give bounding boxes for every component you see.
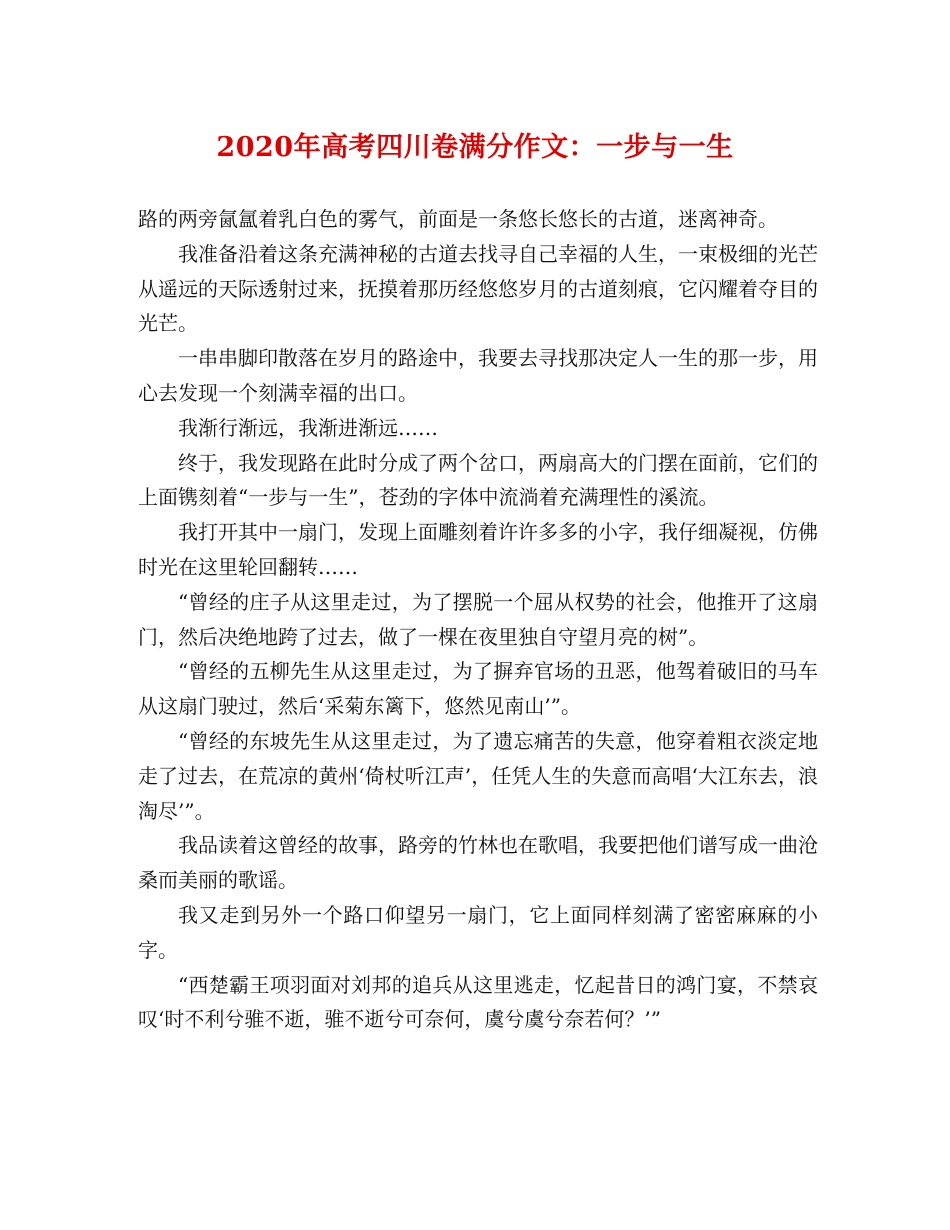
paragraph: 我准备沿着这条充满神秘的古道去找寻自己幸福的人生，一束极细的光芒从遥远的天际透射过来，抚摸着那历经悠悠岁月的古道刻痕，它闪耀着夺目的光芒。 [138, 241, 818, 336]
document-body [138, 202, 818, 1037]
document-title: 2020年高考四川卷满分作文：一步与一生 [216, 132, 734, 163]
paragraph: “曾经的庄子从这里走过，为了摆脱一个屈从权势的社会，他推开了这扇门，然后决绝地跨了过去，做了一棵在夜里独自守望月亮的树”。 [138, 589, 818, 649]
paragraph: 路的两旁氤氲着乳白色的雾气，前面是一条悠长悠长的古道，迷离神奇。 [138, 207, 778, 231]
paragraph: 我品读着这曾经的故事，路旁的竹林也在歌唱，我要把他们谱写成一曲沧桑而美丽的歌谣。 [138, 833, 818, 893]
paragraph: 终于，我发现路在此时分成了两个岔口，两扇高大的门摆在面前，它们的上面镌刻着“一步与一生”，苍劲的字体中流淌着充满理性的溪流。 [138, 450, 818, 510]
paragraph: “曾经的东坡先生从这里走过，为了遗忘痛苦的失意，他穿着粗衣淡定地走了过去，在荒凉的黄州‘倚杖听江声’，任凭人生的失意而高唱‘大江东去，浪淘尽’”。 [138, 728, 818, 823]
paragraph: 我又走到另外一个路口仰望另一扇门，它上面同样刻满了密密麻麻的小字。 [138, 902, 818, 962]
paragraph: 我打开其中一扇门，发现上面雕刻着许许多多的小字，我仔细凝视，仿佛时光在这里轮回翻转…… [138, 520, 818, 579]
paragraph: “西楚霸王项羽面对刘邦的追兵从这里逃走，忆起昔日的鸿门宴，不禁哀叹‘时不利兮骓不逝，骓不逝兮可奈何，虞兮虞兮奈若何？’” [138, 972, 818, 1032]
paragraph: 我渐行渐远，我渐进渐远…… [178, 415, 438, 440]
paragraph: 一串串脚印散落在岁月的路途中，我要去寻找那决定人一生的那一步，用心去发现一个刻满幸福的出口。 [138, 346, 818, 405]
paragraph: “曾经的五柳先生从这里走过，为了摒弃官场的丑恶，他驾着破旧的马车从这扇门驶过，然后‘采菊东篱下，悠然见南山’”。 [138, 659, 818, 719]
